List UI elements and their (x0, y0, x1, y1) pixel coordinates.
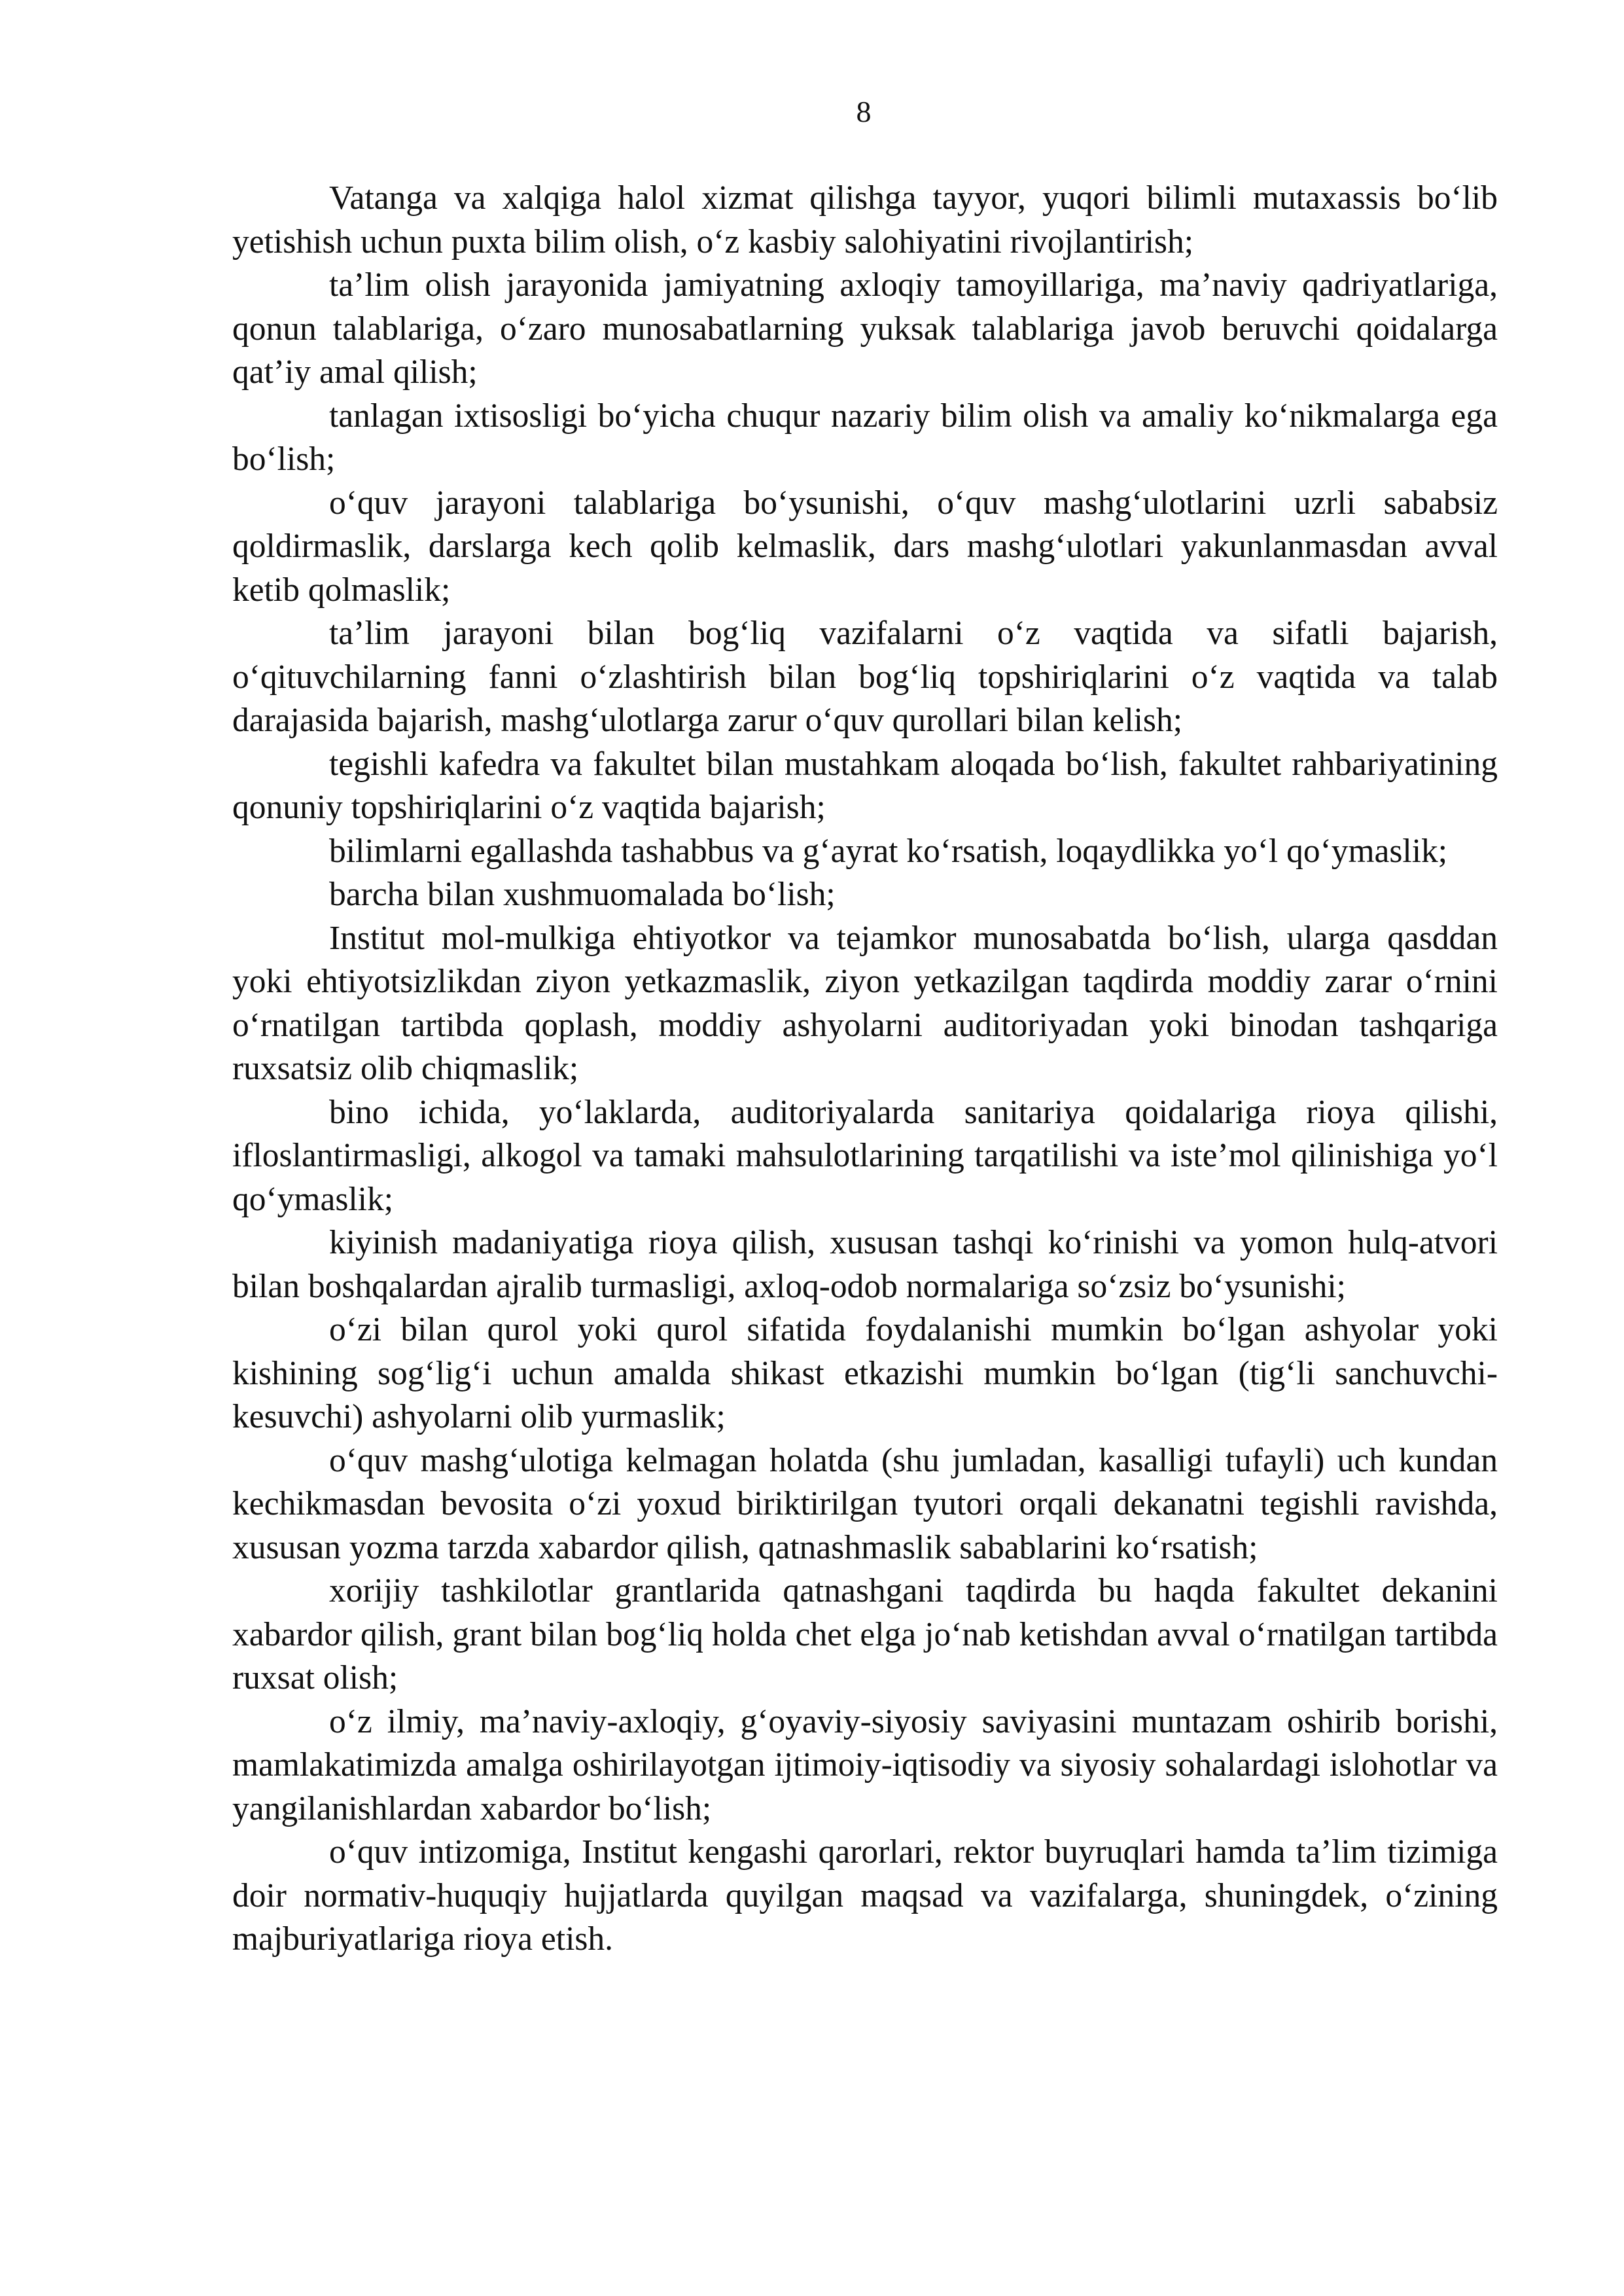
page-number: 8 (856, 95, 872, 128)
paragraph: o‘quv mashg‘ulotiga kelmagan holatda (shu jumladan, kasalligi tufayli) uch kundan kechikmasdan bevosita o‘zi yoxud biriktirilgan tyutori orqali dekanatni tegishli ravishda, xususan yozma tarzda xabardor qilish, qatnashmaslik sabablarini ko‘rsatish; (232, 1441, 1498, 1566)
paragraph: xorijiy tashkilotlar grantlarida qatnashgani taqdirda bu haqda fakultet dekanini xabardor qilish, grant bilan bog‘liq holda chet elga jo‘nab ketishdan avval o‘rnatilgan tartibda ruxsat olish; (232, 1572, 1498, 1696)
paragraph: o‘z ilmiy, ma’naviy-axloqiy, g‘oyaviy-siyosiy saviyasini muntazam oshirib borishi, mamlakatimizda amalga oshirilayotgan ijtimoiy-iqtisodiy va siyosiy sohalardagi islohotlar va yangilanishlardan xabardor bo‘lish; (232, 1702, 1498, 1827)
paragraph: o‘quv intizomiga, Institut kengashi qarorlari, rektor buyruqlari hamda ta’lim tizimiga doir normativ-huquqiy hujjatlarda quyilgan maqsad va vazifalarga, shuningdek, o‘zining majburiyatlariga rioya etish. (232, 1833, 1498, 1958)
paragraph: tegishli kafedra va fakultet bilan mustahkam aloqada bo‘lish, fakultet rahbariyatining qonuniy topshiriqlarini o‘z vaqtida bajarish; (232, 745, 1498, 826)
paragraph: ta’lim olish jarayonida jamiyatning axloqiy tamoyillariga, ma’naviy qadriyatlariga, qonun talablariga, o‘zaro munosabatlarning yuksak talablariga javob beruvchi qoidalarga qat’iy amal qilish; (232, 266, 1498, 391)
paragraph: o‘quv jarayoni talablariga bo‘ysunishi, o‘quv mashg‘ulotlarini uzrli sababsiz qoldirmaslik, darslarga kech qolib kelmaslik, dars mashg‘ulotlari yakunlanmasdan avval ketib qolmaslik; (232, 484, 1498, 609)
document-body (232, 177, 1498, 1962)
paragraph: bino ichida, yo‘laklarda, auditoriyalarda sanitariya qoidalariga rioya qilishi, ifloslantirmasligi, alkogol va tamaki mahsulotlarining tarqatilishi va iste’mol qilinishiga yo‘l qo‘ymaslik; (232, 1093, 1498, 1218)
paragraph: kiyinish madaniyatiga rioya qilish, xususan tashqi ko‘rinishi va yomon hulq-atvori bilan boshqalardan ajralib turmasligi, axloq-odob normalariga so‘zsiz bo‘ysunishi; (232, 1224, 1498, 1305)
paragraph: ta’lim jarayoni bilan bog‘liq vazifalarni o‘z vaqtida va sifatli bajarish, o‘qituvchilarning fanni o‘zlashtirish bilan bog‘liq topshiriqlarini o‘z vaqtida va talab darajasida bajarish, mashg‘ulotlarga zarur o‘quv qurollari bilan kelish; (232, 615, 1498, 739)
paragraph: Vatanga va xalqiga halol xizmat qilishga tayyor, yuqori bilimli mutaxassis bo‘lib yetishish uchun puxta bilim olish, o‘z kasbiy salohiyatini rivojlantirish; (232, 179, 1498, 260)
paragraph: bilimlarni egallashda tashabbus va g‘ayrat ko‘rsatish, loqaydlikka yo‘l qo‘ymaslik; (329, 832, 1448, 870)
paragraph: barcha bilan xushmuomalada bo‘lish; (329, 876, 836, 913)
paragraph: Institut mol-mulkiga ehtiyotkor va tejamkor munosabatda bo‘lish, ularga qasddan yoki ehtiyotsizlikdan ziyon yetkazmaslik, ziyon yetkazilgan taqdirda moddiy zarar o‘rnini o‘rnatilgan tartibda qoplash, moddiy ashyolarni auditoriyadan yoki binodan tashqariga ruxsatsiz olib chiqmaslik; (232, 919, 1498, 1087)
paragraph: tanlagan ixtisosligi bo‘yicha chuqur nazariy bilim olish va amaliy ko‘nikmalarga ega bo‘lish; (232, 397, 1498, 478)
paragraph: o‘zi bilan qurol yoki qurol sifatida foydalanishi mumkin bo‘lgan ashyolar yoki kishining sog‘lig‘i uchun amalda shikast etkazishi mumkin bo‘lgan (tig‘li sanchuvchi-kesuvchi) ashyolarni olib yurmaslik; (232, 1311, 1498, 1435)
